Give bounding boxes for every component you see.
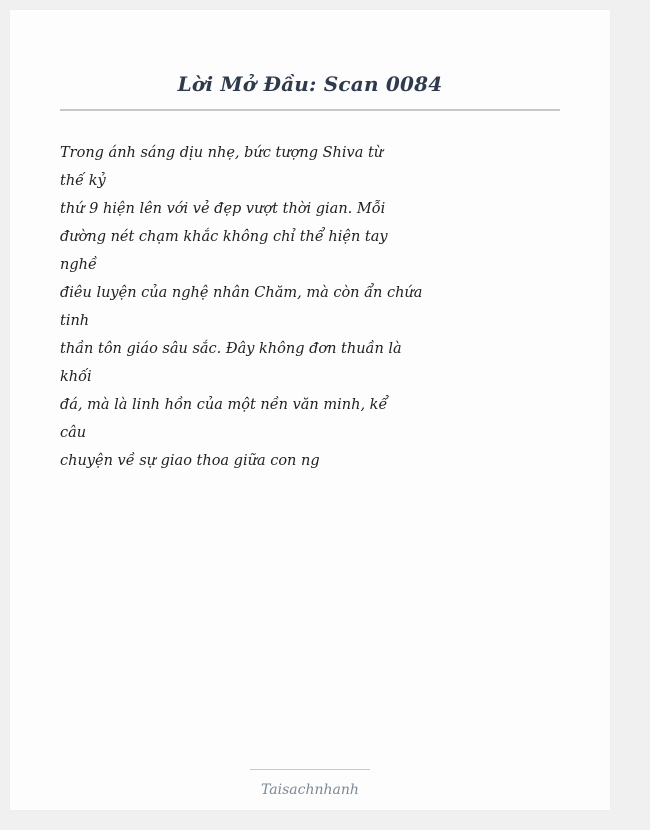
body-text [60,139,423,475]
text-line: chuyện về sự giao thoa giữa con ng [60,453,320,469]
page-title: Lời Mở Đầu: Scan 0084 [177,72,443,96]
text-line: đường nét chạm khắc không chỉ thể hiện tay [60,229,388,245]
text-line: câu [60,425,87,441]
footer-divider [250,769,370,770]
text-line: Trong ánh sáng dịu nhẹ, bức tượng Shiva từ [60,145,384,161]
footer-watermark: Taisachnhanh [261,782,359,798]
text-line: khối [60,369,92,385]
text-line: thế kỷ [60,173,106,189]
text-line: thần tôn giáo sâu sắc. Đây không đơn thuần là [60,341,402,357]
text-line: thứ 9 hiện lên với vẻ đẹp vượt thời gian. Mỗi [60,201,386,217]
text-line: điêu luyện của nghệ nhân Chăm, mà còn ẩn chứa [60,285,423,301]
title-divider [60,109,560,111]
text-line: đá, mà là linh hồn của một nền văn minh, kể [60,397,388,413]
text-line: tinh [60,313,90,329]
text-line: nghề [60,257,97,273]
document-page [10,10,610,810]
